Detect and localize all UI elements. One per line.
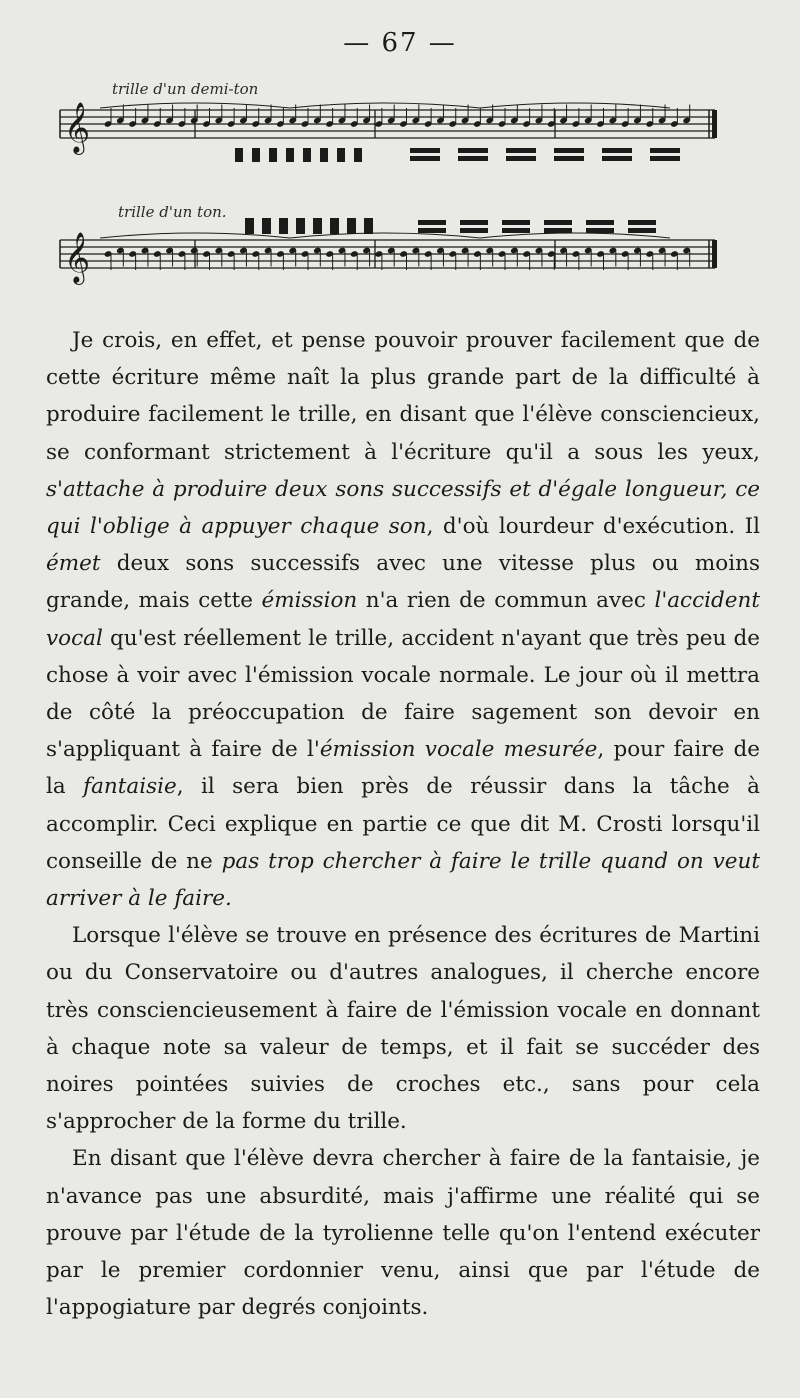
- trill-caption-semitone: trille d'un demi-ton: [112, 80, 259, 98]
- paragraph-1: Je crois, en effet, et pense pouvoir prouver facilement que de cette écriture même naît la plus grande part de la difficulté à produire facilement le trille, en disant que l'élève consciencieux, se conformant strictement à l'écriture qu'il a sous les yeux, s'attache à produire deux sons successifs et d'égale longueur, ce qui l'oblige à appuyer chaque son, d'où lourdeur d'exécution. Il émet deux sons successifs avec une vitesse plus ou moins grande, mais cette émission n'a rien de commun avec l'accident vocal qu'est réellement le trille, accident n'ayant que très peu de chose à voir avec l'émission vocale normale. Le jour où il mettra de côté la préoccupation de faire sagement son devoir en s'appliquant à faire de l'émission vocale mesurée, pour faire de la fantaisie, il sera bien près de réussir dans la tâche à accomplir. Ceci explique en partie ce que dit M. Crosti lorsqu'il conseille de ne pas trop chercher à faire le trille quand on veut arriver à le faire.: [46, 328, 761, 912]
- beam-mark: [410, 156, 440, 161]
- staff-semitone-svg: [40, 96, 740, 171]
- final-barline: [712, 110, 717, 138]
- beam-mark: [554, 148, 584, 153]
- beam-mark: [286, 148, 294, 162]
- beam-mark: [269, 148, 277, 162]
- beam-mark: [252, 148, 260, 162]
- beam-mark: [410, 148, 440, 153]
- beam-mark: [502, 220, 530, 225]
- beam-mark: [544, 220, 572, 225]
- beam-mark: [650, 156, 680, 161]
- page-number: — 67 —: [343, 28, 457, 58]
- beam-mark: [337, 148, 345, 162]
- beam-mark: [460, 228, 488, 233]
- slur: [100, 103, 290, 108]
- beam-mark: [628, 220, 656, 225]
- beam-mark: [628, 228, 656, 233]
- beam-mark: [418, 220, 446, 225]
- slur: [290, 103, 480, 108]
- beam-mark: [279, 218, 288, 234]
- treble-clef-icon: 𝄞: [64, 102, 91, 153]
- beam-mark: [506, 148, 536, 153]
- paragraph-2: Lorsque l'élève se trouve en présence des écritures de Martini ou du Conservatoire ou d'autres analogues, il cherche encore très consciencieusement à faire de l'émission vocale en donnant à chaque note sa valeur de temps, et il fait se succéder des noires pointées suivies de croches etc., sans pour cela s'approcher de la forme du trille.: [46, 923, 760, 1135]
- beam-mark: [502, 228, 530, 233]
- beam-mark: [313, 218, 322, 234]
- beam-mark: [262, 218, 271, 234]
- beam-mark: [418, 228, 446, 233]
- treble-clef-icon: 𝄞: [64, 232, 91, 283]
- beam-mark: [354, 148, 362, 162]
- trill-caption-tone: trille d'un ton.: [118, 203, 227, 221]
- beam-mark: [245, 218, 254, 234]
- beam-mark: [650, 148, 680, 153]
- music-staff-semitone-trill: [40, 96, 740, 171]
- staff-tone-svg: [40, 212, 740, 297]
- beam-mark: [330, 218, 339, 234]
- beam-mark: [460, 220, 488, 225]
- beam-mark: [458, 148, 488, 153]
- beam-mark: [602, 148, 632, 153]
- beam-mark: [586, 220, 614, 225]
- beam-mark: [303, 148, 311, 162]
- final-barline: [712, 240, 717, 268]
- music-staff-tone-trill: [40, 212, 740, 297]
- beam-mark: [506, 156, 536, 161]
- slur: [480, 233, 670, 238]
- paragraph-3: En disant que l'élève devra chercher à faire de la fantaisie, je n'avance pas une absurdité, mais j'affirme une réalité qui se prouve par l'étude de la tyrolienne telle qu'on l'entend exécuter par le premier cordonnier venu, ainsi que par l'étude de l'appogiature par degrés conjoints.: [46, 1146, 760, 1321]
- beam-mark: [347, 218, 356, 234]
- body-text: [46, 322, 760, 1326]
- beam-mark: [296, 218, 305, 234]
- beam-mark: [458, 156, 488, 161]
- beam-mark: [544, 228, 572, 233]
- beam-mark: [364, 218, 373, 234]
- slur: [480, 103, 670, 108]
- slur: [100, 233, 290, 238]
- beam-mark: [235, 148, 243, 162]
- beam-mark: [554, 156, 584, 161]
- beam-mark: [602, 156, 632, 161]
- beam-mark: [320, 148, 328, 162]
- beam-mark: [586, 228, 614, 233]
